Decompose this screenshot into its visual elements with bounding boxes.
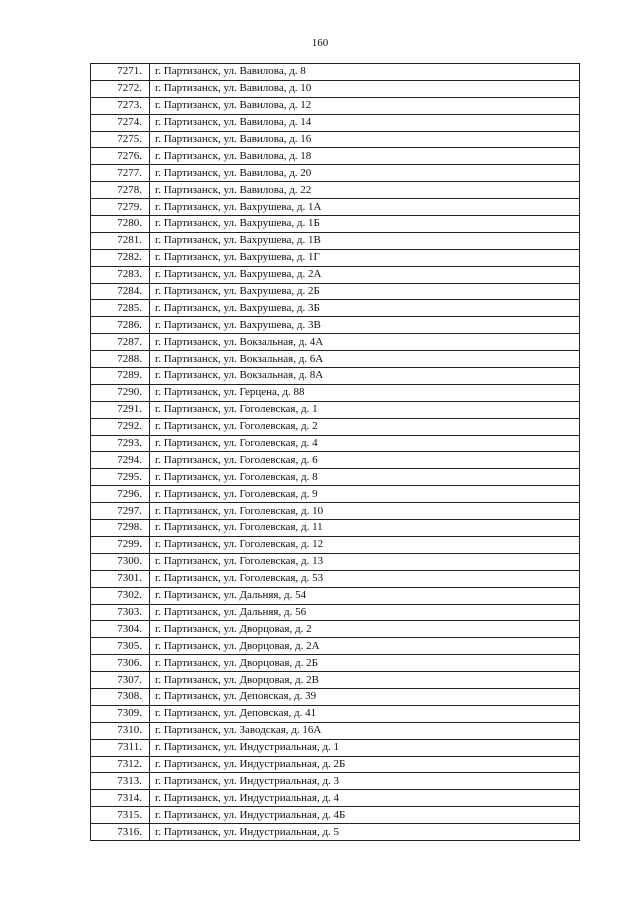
row-number: 7294.	[91, 452, 150, 469]
row-address: г. Партизанск, ул. Гоголевская, д. 10	[150, 503, 580, 520]
row-address: г. Партизанск, ул. Вокзальная, д. 6А	[150, 351, 580, 368]
page-number: 160	[311, 37, 329, 49]
row-number: 7302.	[91, 587, 150, 604]
table-row	[91, 688, 580, 705]
row-address: г. Партизанск, ул. Индустриальная, д. 1	[150, 739, 580, 756]
table-row	[91, 80, 580, 97]
row-number: 7283.	[91, 266, 150, 283]
row-address: г. Партизанск, ул. Индустриальная, д. 4	[150, 790, 580, 807]
row-number: 7306.	[91, 655, 150, 672]
row-number: 7275.	[91, 131, 150, 148]
row-address: г. Партизанск, ул. Деповская, д. 39	[150, 688, 580, 705]
row-address: г. Партизанск, ул. Вавилова, д. 18	[150, 148, 580, 165]
row-number: 7316.	[91, 824, 150, 841]
row-address: г. Партизанск, ул. Вавилова, д. 8	[150, 64, 580, 81]
row-address: г. Партизанск, ул. Гоголевская, д. 1	[150, 401, 580, 418]
table-row	[91, 368, 580, 385]
row-address: г. Партизанск, ул. Вавилова, д. 10	[150, 80, 580, 97]
row-number: 7286.	[91, 317, 150, 334]
table-row	[91, 570, 580, 587]
row-number: 7278.	[91, 182, 150, 199]
row-address: г. Партизанск, ул. Вавилова, д. 14	[150, 114, 580, 131]
table-row	[91, 638, 580, 655]
row-address: г. Партизанск, ул. Дворцовая, д. 2В	[150, 672, 580, 689]
row-number: 7307.	[91, 672, 150, 689]
row-address: г. Партизанск, ул. Гоголевская, д. 13	[150, 553, 580, 570]
row-address: г. Партизанск, ул. Вавилова, д. 20	[150, 165, 580, 182]
row-address: г. Партизанск, ул. Дальняя, д. 56	[150, 604, 580, 621]
row-address: г. Партизанск, ул. Вахрушева, д. 2А	[150, 266, 580, 283]
table-row	[91, 469, 580, 486]
row-address: г. Партизанск, ул. Гоголевская, д. 4	[150, 435, 580, 452]
row-address: г. Партизанск, ул. Вахрушева, д. 3Б	[150, 300, 580, 317]
row-number: 7285.	[91, 300, 150, 317]
row-number: 7311.	[91, 739, 150, 756]
table-row	[91, 249, 580, 266]
row-number: 7282.	[91, 249, 150, 266]
row-address: г. Партизанск, ул. Деповская, д. 41	[150, 705, 580, 722]
row-address: г. Партизанск, ул. Дворцовая, д. 2А	[150, 638, 580, 655]
row-number: 7284.	[91, 283, 150, 300]
row-address: г. Партизанск, ул. Гоголевская, д. 53	[150, 570, 580, 587]
table-row	[91, 739, 580, 756]
table-row	[91, 199, 580, 216]
table-row	[91, 553, 580, 570]
table-row	[91, 672, 580, 689]
row-address: г. Партизанск, ул. Вахрушева, д. 1В	[150, 232, 580, 249]
row-number: 7308.	[91, 688, 150, 705]
row-address: г. Партизанск, ул. Вавилова, д. 22	[150, 182, 580, 199]
row-number: 7281.	[91, 232, 150, 249]
row-number: 7303.	[91, 604, 150, 621]
row-address: г. Партизанск, ул. Вокзальная, д. 4А	[150, 334, 580, 351]
row-number: 7296.	[91, 486, 150, 503]
table-row	[91, 266, 580, 283]
table-row	[91, 165, 580, 182]
table-row	[91, 64, 580, 81]
row-address: г. Партизанск, ул. Гоголевская, д. 2	[150, 418, 580, 435]
row-number: 7274.	[91, 114, 150, 131]
table-row	[91, 401, 580, 418]
table-row	[91, 300, 580, 317]
table-row	[91, 452, 580, 469]
row-address: г. Партизанск, ул. Дворцовая, д. 2Б	[150, 655, 580, 672]
row-number: 7298.	[91, 520, 150, 537]
row-number: 7271.	[91, 64, 150, 81]
row-address: г. Партизанск, ул. Вавилова, д. 16	[150, 131, 580, 148]
table-row	[91, 283, 580, 300]
row-address: г. Партизанск, ул. Вахрушева, д. 2Б	[150, 283, 580, 300]
row-address: г. Партизанск, ул. Вавилова, д. 12	[150, 97, 580, 114]
row-address: г. Партизанск, ул. Индустриальная, д. 5	[150, 824, 580, 841]
table-row	[91, 503, 580, 520]
table-row	[91, 705, 580, 722]
row-address: г. Партизанск, ул. Вахрушева, д. 1Б	[150, 216, 580, 233]
row-address: г. Партизанск, ул. Гоголевская, д. 8	[150, 469, 580, 486]
row-address: г. Партизанск, ул. Вокзальная, д. 8А	[150, 368, 580, 385]
table-row	[91, 131, 580, 148]
row-number: 7287.	[91, 334, 150, 351]
table-row	[91, 351, 580, 368]
table-row	[91, 604, 580, 621]
row-number: 7272.	[91, 80, 150, 97]
table-row	[91, 520, 580, 537]
table-row	[91, 232, 580, 249]
row-number: 7295.	[91, 469, 150, 486]
row-number: 7279.	[91, 199, 150, 216]
address-table	[90, 63, 580, 841]
row-address: г. Партизанск, ул. Вахрушева, д. 3В	[150, 317, 580, 334]
row-number: 7292.	[91, 418, 150, 435]
table-row	[91, 807, 580, 824]
address-table-body	[91, 64, 580, 841]
table-row	[91, 182, 580, 199]
row-number: 7310.	[91, 722, 150, 739]
table-row	[91, 621, 580, 638]
row-address: г. Партизанск, ул. Вахрушева, д. 1Г	[150, 249, 580, 266]
table-row	[91, 384, 580, 401]
row-number: 7314.	[91, 790, 150, 807]
row-number: 7290.	[91, 384, 150, 401]
row-address: г. Партизанск, ул. Вахрушева, д. 1А	[150, 199, 580, 216]
table-row	[91, 722, 580, 739]
row-number: 7273.	[91, 97, 150, 114]
row-number: 7299.	[91, 536, 150, 553]
row-address: г. Партизанск, ул. Индустриальная, д. 4Б	[150, 807, 580, 824]
table-row	[91, 655, 580, 672]
row-number: 7280.	[91, 216, 150, 233]
row-address: г. Партизанск, ул. Герцена, д. 88	[150, 384, 580, 401]
row-address: г. Партизанск, ул. Гоголевская, д. 11	[150, 520, 580, 537]
table-row	[91, 587, 580, 604]
table-row	[91, 97, 580, 114]
row-number: 7315.	[91, 807, 150, 824]
row-address: г. Партизанск, ул. Гоголевская, д. 6	[150, 452, 580, 469]
row-address: г. Партизанск, ул. Гоголевская, д. 12	[150, 536, 580, 553]
table-row	[91, 148, 580, 165]
table-row	[91, 790, 580, 807]
row-number: 7301.	[91, 570, 150, 587]
row-address: г. Партизанск, ул. Дальняя, д. 54	[150, 587, 580, 604]
table-row	[91, 435, 580, 452]
table-row	[91, 536, 580, 553]
table-row	[91, 216, 580, 233]
row-number: 7305.	[91, 638, 150, 655]
row-number: 7289.	[91, 368, 150, 385]
row-address: г. Партизанск, ул. Дворцовая, д. 2	[150, 621, 580, 638]
table-row	[91, 317, 580, 334]
row-number: 7312.	[91, 756, 150, 773]
row-number: 7297.	[91, 503, 150, 520]
table-row	[91, 824, 580, 841]
row-address: г. Партизанск, ул. Заводская, д. 16А	[150, 722, 580, 739]
row-number: 7291.	[91, 401, 150, 418]
row-number: 7304.	[91, 621, 150, 638]
table-row	[91, 418, 580, 435]
table-row	[91, 114, 580, 131]
table-row	[91, 486, 580, 503]
row-number: 7300.	[91, 553, 150, 570]
table-row	[91, 773, 580, 790]
row-address: г. Партизанск, ул. Индустриальная, д. 2Б	[150, 756, 580, 773]
row-number: 7313.	[91, 773, 150, 790]
table-row	[91, 334, 580, 351]
row-address: г. Партизанск, ул. Гоголевская, д. 9	[150, 486, 580, 503]
row-number: 7288.	[91, 351, 150, 368]
row-number: 7293.	[91, 435, 150, 452]
row-number: 7309.	[91, 705, 150, 722]
row-number: 7277.	[91, 165, 150, 182]
table-row	[91, 756, 580, 773]
row-address: г. Партизанск, ул. Индустриальная, д. 3	[150, 773, 580, 790]
row-number: 7276.	[91, 148, 150, 165]
